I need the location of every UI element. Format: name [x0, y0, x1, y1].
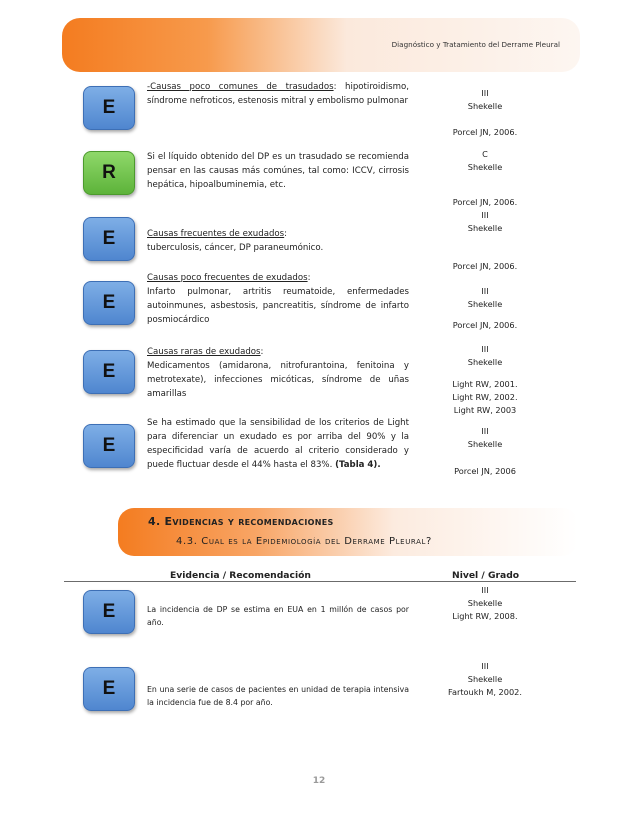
- evidence-badge: E: [83, 217, 135, 261]
- subsection-title: 4.3. Cual es la Epidemiología del Derrame Pleural?: [176, 536, 432, 547]
- evidence-badge: E: [83, 590, 135, 634]
- evidence-text: Causas raras de exudados: Medicamentos (amidarona, nitrofurantoina, fenitoina y metrotexate), infecciones micóticas, síndrome de uñas amarillas: [147, 347, 409, 399]
- evidence-level: III Shekelle: [467, 344, 503, 367]
- recommendation-text: Si el líquido obtenido del DP es un trasudado se recomienda pensar en las causas más comúnes, tal como: ICCV, cirrosis hepática, hipoalbuminemia, etc.: [147, 152, 409, 190]
- evidence-text: -Causas poco comunes de trasudados: hipotiroidismo, síndrome nefroticos, estenosis mitral y embolismo pulmonar: [147, 82, 409, 106]
- section-title: 4. Evidencias y recomendaciones: [148, 515, 334, 528]
- evidence-reference: Light RW, 2001. Light RW, 2002. Light RW, 2003: [452, 379, 518, 415]
- evidence-text: Causas frecuentes de exudados: tuberculosis, cáncer, DP paraneumónico.: [147, 229, 324, 253]
- recommendation-badge: R: [83, 151, 135, 195]
- evidence-reference: Porcel JN, 2006: [454, 466, 516, 476]
- evidence-reference: Porcel JN, 2006.: [452, 261, 518, 271]
- page-number: 12: [312, 776, 326, 786]
- evidence-text: Causas poco frecuentes de exudados: Infarto pulmonar, artritis reumatoide, enfermedades autoinmunes, asbestosis, pancreatitis, síndrome de infarto posmiocárdico: [147, 273, 409, 325]
- evidence-badge: E: [83, 281, 135, 325]
- evidence-reference: Porcel JN, 2006.: [452, 320, 518, 330]
- evidence-level: III Shekelle: [467, 210, 503, 233]
- evidence-badge: E: [83, 424, 135, 468]
- header-divider: [64, 581, 576, 582]
- evidence-badge: E: [83, 86, 135, 130]
- evidence-text: La incidencia de DP se estima en EUA en 1 millón de casos por año.: [147, 605, 409, 627]
- evidence-badge: E: [83, 667, 135, 711]
- recommendation-reference: Porcel JN, 2006.: [452, 197, 518, 207]
- evidence-text: Se ha estimado que la sensibilidad de los criterios de Light para diferenciar un exudado es por arriba del 90% y la especificidad varía de acuerdo al criterio considerado y puede fluctuar desde el 44% hasta el 83%. (Tabla 4).: [147, 418, 409, 470]
- evidence-text: En una serie de casos de pacientes en unidad de terapia intensiva la incidencia fue de 8.4 por año.: [147, 685, 409, 707]
- evidence-level: III Shekelle: [467, 88, 503, 111]
- evidence-level: III Shekelle: [467, 286, 503, 309]
- column-header-evidence: Evidencia / Recomendación: [170, 570, 311, 581]
- column-header-level: Nivel / Grado: [452, 570, 520, 581]
- evidence-level: III Shekelle: [467, 426, 503, 449]
- running-header: Diagnóstico y Tratamiento del Derrame Pleural: [391, 40, 560, 49]
- recommendation-level: C Shekelle: [467, 149, 503, 172]
- evidence-reference: Porcel JN, 2006.: [452, 127, 518, 137]
- evidence-badge: E: [83, 350, 135, 394]
- evidence-level: III Shekelle Light RW, 2008.: [452, 585, 518, 621]
- evidence-level: III Shekelle Fartoukh M, 2002.: [448, 661, 522, 697]
